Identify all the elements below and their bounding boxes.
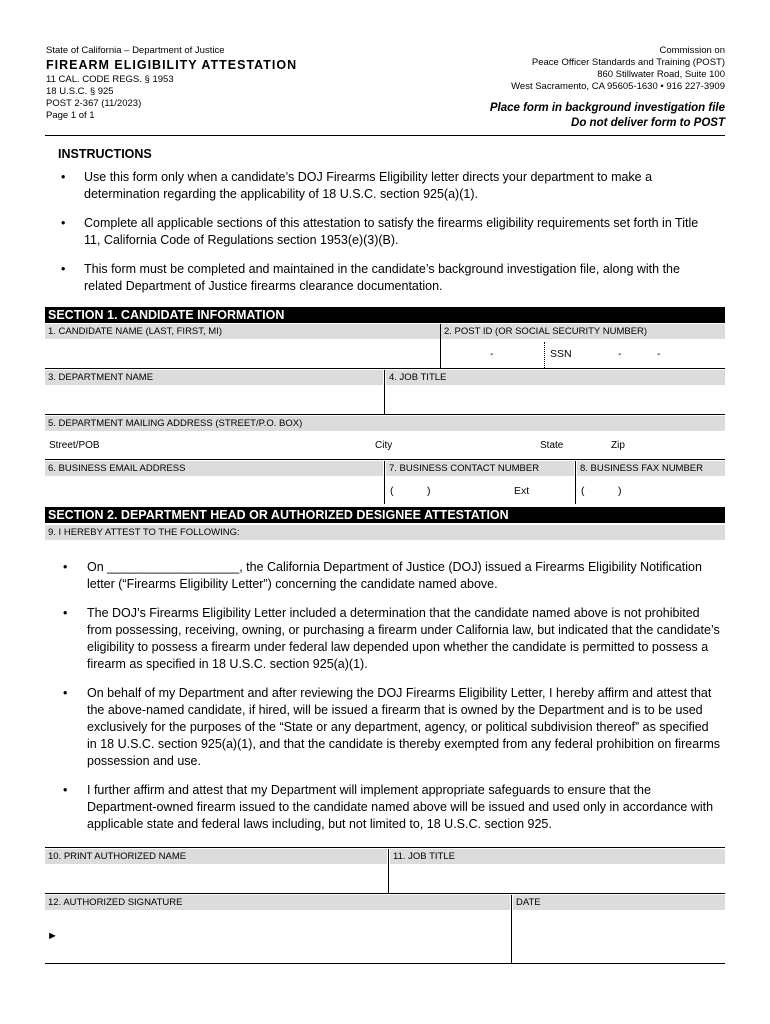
post-id-label: 2. POST ID (OR SOCIAL SECURITY NUMBER) — [441, 324, 725, 339]
section-1-header: SECTION 1. CANDIDATE INFORMATION — [45, 307, 725, 323]
instruction-item: • This form must be completed and maintained in the candidate’s background investigation file, along with the related Department of Justice firearms clearance documentation. — [58, 261, 718, 295]
authorized-job-title-field[interactable] — [390, 865, 725, 892]
divider — [388, 849, 389, 893]
commission-line-2: Peace Officer Standards and Training (POST) — [531, 57, 725, 68]
form-header-left — [46, 45, 297, 122]
row-rule — [45, 414, 725, 415]
address-line-1: 860 Stillwater Road, Suite 100 — [597, 69, 725, 80]
fax-paren-close: ) — [618, 485, 622, 497]
row-rule — [45, 459, 725, 460]
authorized-job-title-label: 11. JOB TITLE — [390, 849, 725, 864]
agency-name: State of California – Department of Justice — [46, 45, 225, 56]
phone-paren-close: ) — [427, 485, 431, 497]
row-rule — [45, 847, 725, 848]
form-header-right — [490, 45, 725, 131]
department-name-field[interactable] — [45, 386, 383, 413]
row-rule — [45, 893, 725, 894]
code-reference-1: 11 CAL. CODE REGS. § 1953 — [46, 74, 174, 85]
form-title: FIREARM ELIGIBILITY ATTESTATION — [46, 58, 298, 72]
ssn-divider — [544, 342, 545, 368]
attestation-list — [60, 559, 720, 845]
business-email-field[interactable] — [45, 477, 383, 503]
mailing-address-label: 5. DEPARTMENT MAILING ADDRESS (STREET/P.O. BOX) — [45, 416, 725, 431]
ssn-label: SSN — [550, 348, 572, 360]
instructions-title: INSTRUCTIONS — [58, 147, 152, 161]
date-field[interactable] — [513, 911, 725, 962]
attestation-item: • On behalf of my Department and after reviewing the DOJ Firearms Eligibility Letter, I hereby affirm and attest that the above-named candidate, if hired, will be issued a firearm that is owned by the Department and is to be used exclusively for the purposes of the “State or any department, agency, or political subdivision thereof” as specified in 18 U.S.C. section 925(a)(1), and that the candidate is thereby exempted from any federal prohibition on firearms possession and use. — [60, 685, 720, 770]
business-email-label: 6. BUSINESS EMAIL ADDRESS — [45, 461, 383, 476]
header-divider — [45, 135, 725, 136]
attestation-item: • On ___________________, the California Department of Justice (DOJ) issued a Firearms Eligibility Notification letter (“Firearms Eligibility Letter”) concerning the candidate named above. — [60, 559, 720, 593]
job-title-field[interactable] — [386, 386, 725, 413]
divider — [511, 895, 512, 963]
instructions-list — [58, 169, 718, 307]
city-sublabel: City — [375, 440, 393, 451]
ext-label: Ext — [514, 485, 530, 497]
address-line-2: West Sacramento, CA 95605-1630 • 916 227-3909 — [511, 81, 725, 92]
post-id-field[interactable] — [441, 340, 725, 368]
row-rule — [45, 963, 725, 964]
section-2-header: SECTION 2. DEPARTMENT HEAD OR AUTHORIZED DESIGNEE ATTESTATION — [45, 507, 725, 523]
fax-number-label: 8. BUSINESS FAX NUMBER — [577, 461, 725, 476]
authorized-name-field[interactable] — [45, 865, 387, 892]
fax-paren-open: ( — [581, 485, 585, 497]
instruction-item: • Complete all applicable sections of this attestation to satisfy the firearms eligibility requirements set forth in Title 11, California Code of Regulations section 1953(e)(3)(B). — [58, 215, 718, 249]
candidate-name-field[interactable] — [45, 340, 439, 368]
ssn-dash-1: - — [618, 348, 622, 360]
instruction-item: • Use this form only when a candidate’s DOJ Firearms Eligibility letter directs your department to make a determination regarding the applicability of 18 U.S.C. section 925(a)(1). — [58, 169, 718, 203]
divider — [384, 461, 385, 504]
candidate-name-label: 1. CANDIDATE NAME (LAST, FIRST, MI) — [45, 324, 440, 339]
signature-field[interactable] — [45, 911, 510, 962]
commission-line-1: Commission on — [659, 45, 725, 56]
street-sublabel: Street/POB — [49, 440, 100, 451]
attestation-label: 9. I HEREBY ATTEST TO THE FOLLOWING: — [45, 525, 725, 540]
post-id-dash: - — [490, 348, 494, 360]
form-number: POST 2-367 (11/2023) — [46, 98, 142, 109]
signature-arrow-icon: ► — [47, 930, 58, 942]
department-name-label: 3. DEPARTMENT NAME — [45, 370, 383, 385]
signature-label: 12. AUTHORIZED SIGNATURE — [45, 895, 510, 910]
zip-sublabel: Zip — [611, 440, 625, 451]
notice-line-2: Do not deliver form to POST — [571, 117, 725, 129]
phone-paren-open: ( — [390, 485, 394, 497]
attestation-item: • The DOJ’s Firearms Eligibility Letter included a determination that the candidate named above is not prohibited from possessing, receiving, owning, or purchasing a firearm under California law, but indicated that the candidate’s eligibility to possess a firearm under federal law depended upon whether the candidate is permitted to possess a firearm as specified in 18 U.S.C. section 925(a)(1). — [60, 605, 720, 673]
job-title-label: 4. JOB TITLE — [386, 370, 725, 385]
divider — [575, 461, 576, 504]
notice-line-1: Place form in background investigation file — [489, 102, 725, 114]
fax-number-field[interactable] — [577, 477, 725, 503]
row-rule — [45, 368, 725, 369]
contact-number-label: 7. BUSINESS CONTACT NUMBER — [386, 461, 574, 476]
attestation-item: • I further affirm and attest that my Department will implement appropriate safeguards to ensure that the Department-owned firearm issued to the candidate named above will be issued and used only in accordance with applicable state and federal laws including, but not limited to, 18 U.S.C. section 925. — [60, 782, 720, 833]
date-label: DATE — [513, 895, 725, 910]
page-number: Page 1 of 1 — [46, 110, 95, 121]
state-sublabel: State — [540, 440, 564, 451]
contact-number-field[interactable] — [386, 477, 574, 503]
ssn-dash-2: - — [657, 348, 661, 360]
authorized-name-label: 10. PRINT AUTHORIZED NAME — [45, 849, 387, 864]
code-reference-2: 18 U.S.C. § 925 — [46, 86, 114, 97]
divider — [384, 370, 385, 414]
